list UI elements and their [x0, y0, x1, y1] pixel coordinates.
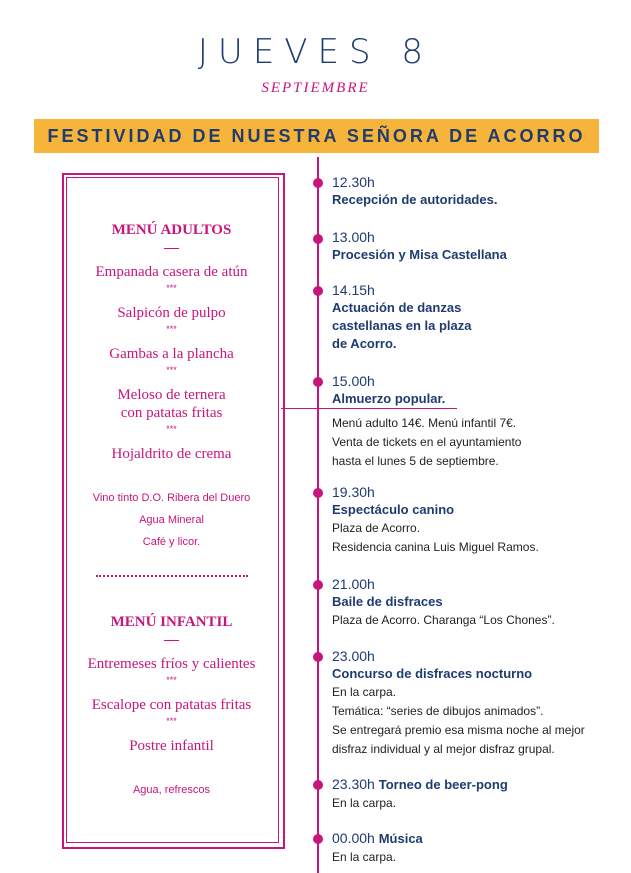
timeline-dot — [313, 377, 323, 387]
menu-dish: Postre infantil — [129, 738, 214, 754]
timeline-dot — [313, 286, 323, 296]
event-2300 — [332, 647, 585, 759]
event-detail: disfraz individual y al mejor disfraz grupal. — [332, 742, 555, 756]
menu-dish: Hojaldrito de crema — [111, 446, 232, 462]
event-detail: Venta de tickets en el ayuntamiento — [332, 435, 522, 449]
event-0000 — [332, 829, 423, 867]
menu-separator: *** — [166, 324, 177, 334]
event-title: castellanas en la plaza — [332, 318, 472, 333]
menu-drink: Agua, refrescos — [132, 784, 211, 796]
menu-separator: *** — [166, 283, 177, 293]
menu-dish: con patatas fritas — [120, 405, 223, 421]
timeline-dot — [313, 580, 323, 590]
event-time: 21.00h — [332, 576, 375, 592]
event-time: 12.30h — [332, 174, 375, 190]
event-title: Recepción de autoridades. — [332, 192, 498, 207]
event-detail: Menú adulto 14€. Menú infantil 7€. — [332, 416, 517, 430]
event-detail: Plaza de Acorro. — [332, 521, 421, 535]
timeline-dot — [313, 178, 323, 188]
event-detail: Plaza de Acorro. Charanga “Los Chones”. — [332, 613, 555, 627]
event-title: Espectáculo canino — [332, 502, 455, 517]
menu-adultos-heading: MENÚ ADULTOS — [111, 222, 232, 238]
menu-separator: *** — [166, 365, 177, 375]
menu-infantil-heading: MENÚ INFANTIL — [110, 614, 233, 630]
event-detail: En la carpa. — [332, 850, 397, 864]
dotted-divider — [96, 575, 248, 577]
event-title: de Acorro. — [332, 336, 397, 351]
event-title: Baile de disfraces — [332, 594, 443, 609]
event-time: 14.15h — [332, 282, 375, 298]
timeline-dot — [313, 652, 323, 662]
timeline-dot — [313, 488, 323, 498]
event-title: Actuación de danzas — [332, 300, 462, 315]
event-detail: Temática: “series de dibujos animados”. — [332, 704, 544, 718]
menu-separator: *** — [166, 675, 177, 685]
event-1500 — [332, 372, 521, 471]
event-detail: En la carpa. — [332, 796, 397, 810]
event-detail: Se entregará premio esa misma noche al mejor — [332, 723, 585, 737]
event-title: Procesión y Misa Castellana — [332, 247, 507, 262]
menu-separator: *** — [166, 424, 177, 434]
event-time: 13.00h — [332, 229, 375, 245]
event-detail: Residencia canina Luis Miguel Ramos. — [332, 540, 539, 554]
day-title: JUEVES 8 — [197, 32, 434, 72]
event-title: Concurso de disfraces nocturno — [332, 666, 533, 681]
menu-dish: Entremeses fríos y calientes — [87, 656, 256, 672]
event-1230 — [332, 173, 497, 209]
menu-drink: Vino tinto D.O. Ribera del Duero — [92, 492, 251, 504]
menu-dish: Empanada casera de atún — [95, 264, 248, 280]
event-time-row — [332, 775, 508, 794]
event-detail: En la carpa. — [332, 685, 397, 699]
timeline-line — [317, 157, 319, 873]
event-2100 — [332, 575, 555, 630]
menu-adultos-dash: — — [164, 240, 179, 256]
event-title: Almuerzo popular. — [332, 391, 446, 406]
event-time: 23.30h — [332, 776, 375, 792]
event-2330 — [332, 775, 508, 813]
menu-drink: Café y licor. — [142, 536, 201, 548]
event-1300 — [332, 228, 507, 264]
menu-separator: *** — [166, 716, 177, 726]
festival-banner: FESTIVIDAD DE NUESTRA SEÑORA DE ACORRO — [34, 119, 599, 153]
menu-dish: Escalope con patatas fritas — [91, 697, 252, 713]
event-title: Música — [378, 831, 423, 846]
event-time: 19.30h — [332, 484, 375, 500]
event-1415 — [332, 281, 471, 353]
timeline-dot — [313, 834, 323, 844]
event-time: 00.00h — [332, 830, 375, 846]
menu-drink: Agua Mineral — [139, 514, 204, 526]
menu-dish: Gambas a la plancha — [109, 346, 234, 362]
event-time: 23.00h — [332, 648, 375, 664]
event-detail: hasta el lunes 5 de septiembre. — [332, 454, 499, 468]
menu-dish: Salpicón de pulpo — [117, 305, 226, 321]
month-subtitle: SEPTIEMBRE — [261, 80, 370, 96]
event-time: 15.00h — [332, 373, 375, 389]
timeline-dot — [313, 234, 323, 244]
menu-infantil-dash: — — [164, 632, 179, 648]
event-1930 — [332, 483, 539, 557]
event-time-row — [332, 829, 423, 848]
timeline-dot — [313, 780, 323, 790]
menu-dish: Meloso de ternera — [117, 387, 226, 403]
event-title: Torneo de beer-pong — [378, 777, 508, 792]
